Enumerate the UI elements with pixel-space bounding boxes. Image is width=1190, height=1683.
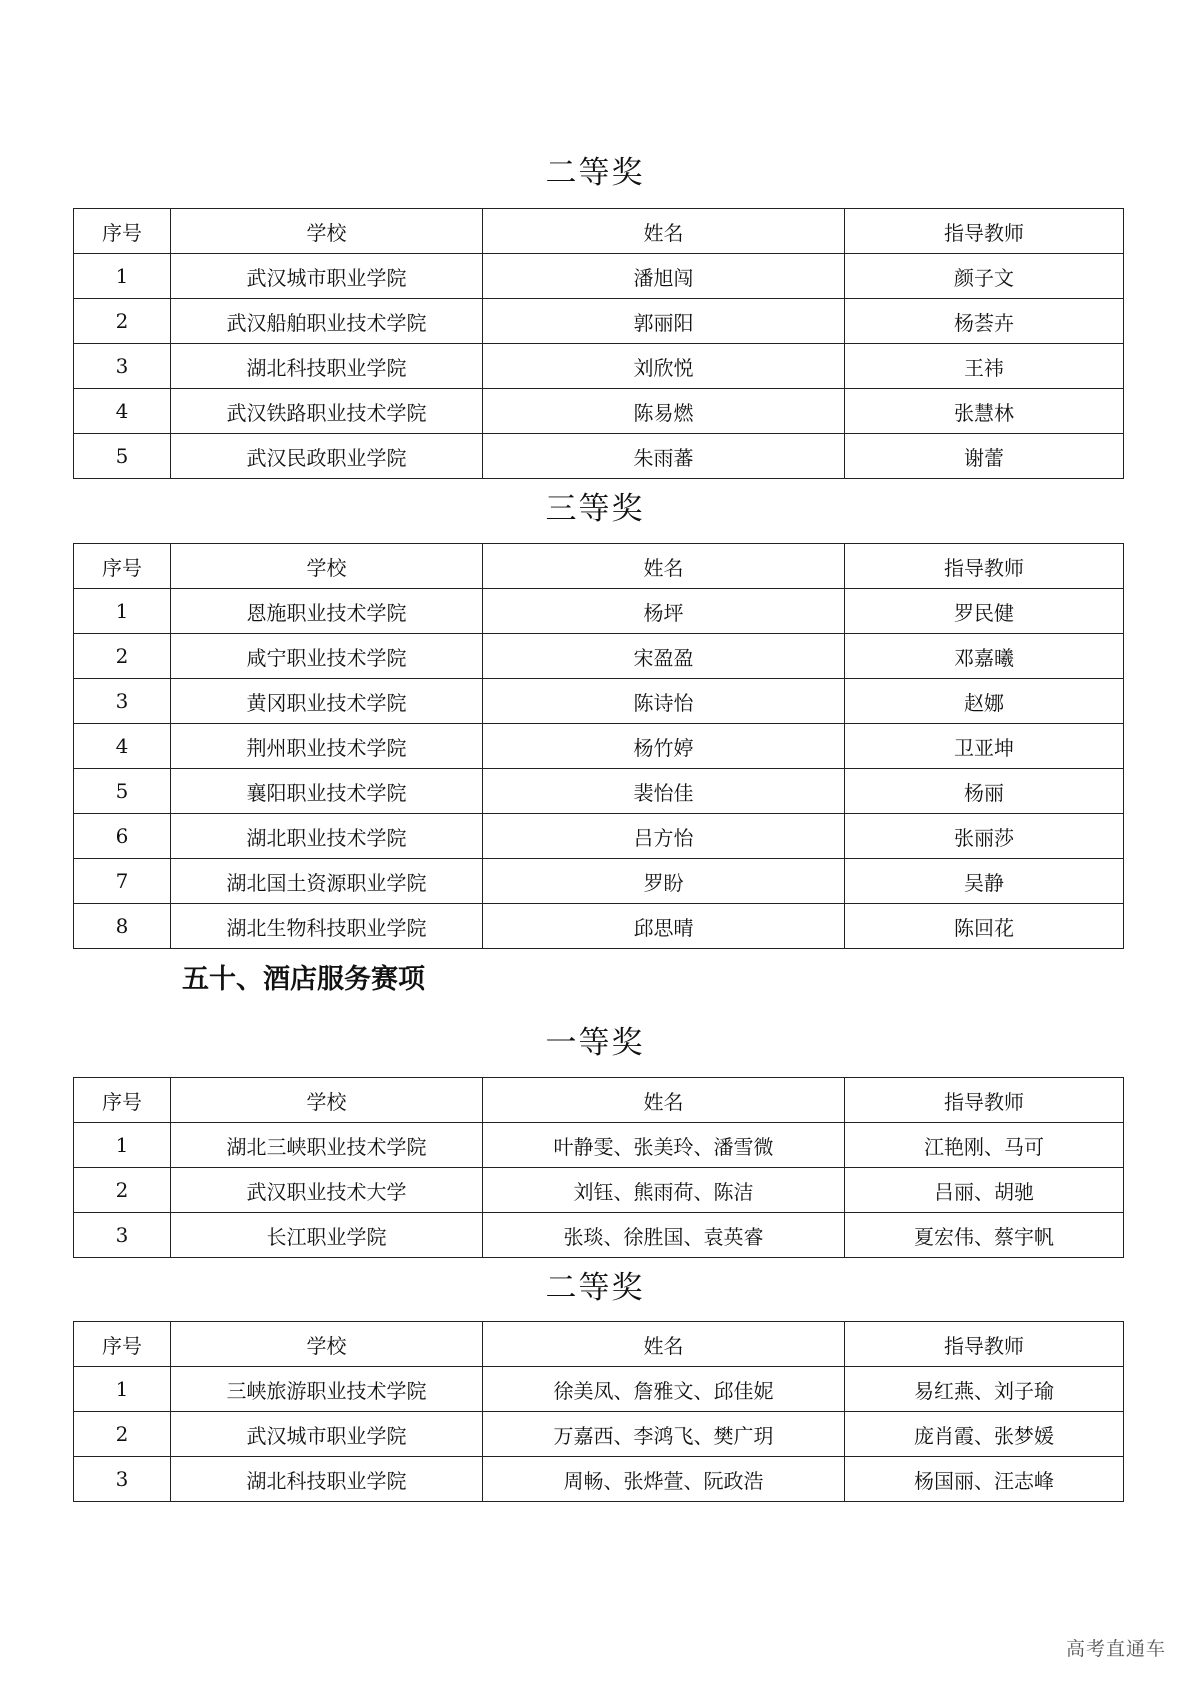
header-name: 姓名 <box>483 209 845 254</box>
cell-school: 武汉民政职业学院 <box>171 434 483 479</box>
table-row <box>74 814 1124 859</box>
cell-instructor: 杨丽 <box>845 769 1124 814</box>
cell-index: 3 <box>74 1457 171 1502</box>
cell-instructor: 卫亚坤 <box>845 724 1124 769</box>
cell-school: 荆州职业技术学院 <box>171 724 483 769</box>
cell-school: 湖北科技职业学院 <box>171 1457 483 1502</box>
cell-name: 吕方怡 <box>483 814 845 859</box>
cell-instructor: 吕丽、胡驰 <box>845 1168 1124 1213</box>
header-name: 姓名 <box>483 1078 845 1123</box>
cell-index: 2 <box>74 1412 171 1457</box>
cell-instructor: 张慧林 <box>845 389 1124 434</box>
table-row <box>74 1123 1124 1168</box>
table-header-row <box>74 544 1124 589</box>
cell-school: 湖北生物科技职业学院 <box>171 904 483 949</box>
cell-instructor: 邓嘉曦 <box>845 634 1124 679</box>
table-header-row <box>74 209 1124 254</box>
cell-school: 长江职业学院 <box>171 1213 483 1258</box>
table-header-row <box>74 1078 1124 1123</box>
table-row <box>74 1412 1124 1457</box>
cell-instructor: 江艳刚、马可 <box>845 1123 1124 1168</box>
table-row <box>74 904 1124 949</box>
cell-school: 武汉城市职业学院 <box>171 1412 483 1457</box>
table-row <box>74 389 1124 434</box>
table-row <box>74 589 1124 634</box>
cell-index: 4 <box>74 389 171 434</box>
cell-instructor: 易红燕、刘子瑜 <box>845 1367 1124 1412</box>
cell-index: 3 <box>74 679 171 724</box>
cell-school: 武汉城市职业学院 <box>171 254 483 299</box>
cell-instructor: 罗民健 <box>845 589 1124 634</box>
table-row <box>74 634 1124 679</box>
cell-instructor: 庞肖霞、张梦媛 <box>845 1412 1124 1457</box>
header-index: 序号 <box>74 544 171 589</box>
table-row <box>74 1168 1124 1213</box>
cell-name: 裴怡佳 <box>483 769 845 814</box>
cell-index: 1 <box>74 589 171 634</box>
cell-school: 武汉职业技术大学 <box>171 1168 483 1213</box>
award-table-third-prize <box>73 543 1124 949</box>
header-school: 学校 <box>171 1078 483 1123</box>
cell-school: 襄阳职业技术学院 <box>171 769 483 814</box>
table-row <box>74 299 1124 344</box>
header-name: 姓名 <box>483 544 845 589</box>
cell-school: 三峡旅游职业技术学院 <box>171 1367 483 1412</box>
cell-name: 杨坪 <box>483 589 845 634</box>
cell-instructor: 杨国丽、汪志峰 <box>845 1457 1124 1502</box>
award-title-second-prize-hotel: 二等奖 <box>545 1270 645 1306</box>
cell-index: 8 <box>74 904 171 949</box>
header-name: 姓名 <box>483 1322 845 1367</box>
cell-name: 邱思晴 <box>483 904 845 949</box>
cell-instructor: 王祎 <box>845 344 1124 389</box>
header-school: 学校 <box>171 1322 483 1367</box>
cell-name: 周畅、张烨萱、阮政浩 <box>483 1457 845 1502</box>
cell-name: 宋盈盈 <box>483 634 845 679</box>
cell-name: 叶静雯、张美玲、潘雪微 <box>483 1123 845 1168</box>
cell-school: 湖北国土资源职业学院 <box>171 859 483 904</box>
cell-school: 武汉船舶职业技术学院 <box>171 299 483 344</box>
header-index: 序号 <box>74 209 171 254</box>
cell-index: 5 <box>74 769 171 814</box>
header-index: 序号 <box>74 1322 171 1367</box>
cell-name: 张琰、徐胜国、袁英睿 <box>483 1213 845 1258</box>
header-instructor: 指导教师 <box>845 209 1124 254</box>
cell-name: 杨竹婷 <box>483 724 845 769</box>
cell-school: 黄冈职业技术学院 <box>171 679 483 724</box>
cell-index: 2 <box>74 299 171 344</box>
watermark-text: 高考直通车 <box>1065 1638 1166 1660</box>
cell-instructor: 赵娜 <box>845 679 1124 724</box>
cell-index: 1 <box>74 254 171 299</box>
cell-index: 2 <box>74 634 171 679</box>
cell-index: 2 <box>74 1168 171 1213</box>
cell-name: 万嘉西、李鸿飞、樊广玥 <box>483 1412 845 1457</box>
cell-instructor: 谢蕾 <box>845 434 1124 479</box>
cell-index: 3 <box>74 344 171 389</box>
award-title-third-prize: 三等奖 <box>545 491 645 527</box>
award-table-second-prize <box>73 208 1124 479</box>
cell-instructor: 夏宏伟、蔡宇帆 <box>845 1213 1124 1258</box>
cell-school: 武汉铁路职业技术学院 <box>171 389 483 434</box>
cell-index: 7 <box>74 859 171 904</box>
table-header-row <box>74 1322 1124 1367</box>
cell-index: 6 <box>74 814 171 859</box>
header-instructor: 指导教师 <box>845 544 1124 589</box>
cell-index: 3 <box>74 1213 171 1258</box>
award-title-second-prize: 二等奖 <box>545 155 645 191</box>
cell-name: 郭丽阳 <box>483 299 845 344</box>
cell-index: 4 <box>74 724 171 769</box>
table-row <box>74 769 1124 814</box>
cell-name: 朱雨蕃 <box>483 434 845 479</box>
cell-school: 咸宁职业技术学院 <box>171 634 483 679</box>
cell-name: 刘钰、熊雨荷、陈洁 <box>483 1168 845 1213</box>
cell-index: 1 <box>74 1123 171 1168</box>
cell-name: 徐美凤、詹雅文、邱佳妮 <box>483 1367 845 1412</box>
table-row <box>74 254 1124 299</box>
header-instructor: 指导教师 <box>845 1322 1124 1367</box>
cell-instructor: 颜子文 <box>845 254 1124 299</box>
table-row <box>74 434 1124 479</box>
header-instructor: 指导教师 <box>845 1078 1124 1123</box>
cell-index: 1 <box>74 1367 171 1412</box>
award-title-first-prize: 一等奖 <box>545 1025 645 1061</box>
cell-name: 陈诗怡 <box>483 679 845 724</box>
cell-school: 湖北职业技术学院 <box>171 814 483 859</box>
table-row <box>74 724 1124 769</box>
cell-school: 湖北三峡职业技术学院 <box>171 1123 483 1168</box>
award-table-second-prize-hotel <box>73 1321 1124 1502</box>
cell-school: 恩施职业技术学院 <box>171 589 483 634</box>
cell-name: 潘旭闯 <box>483 254 845 299</box>
cell-instructor: 陈回花 <box>845 904 1124 949</box>
header-school: 学校 <box>171 544 483 589</box>
header-index: 序号 <box>74 1078 171 1123</box>
award-table-first-prize <box>73 1077 1124 1258</box>
table-row <box>74 1457 1124 1502</box>
table-row <box>74 1213 1124 1258</box>
cell-name: 罗盼 <box>483 859 845 904</box>
cell-school: 湖北科技职业学院 <box>171 344 483 389</box>
cell-name: 刘欣悦 <box>483 344 845 389</box>
cell-instructor: 张丽莎 <box>845 814 1124 859</box>
table-row <box>74 344 1124 389</box>
table-row <box>74 859 1124 904</box>
header-school: 学校 <box>171 209 483 254</box>
cell-instructor: 吴静 <box>845 859 1124 904</box>
table-row <box>74 1367 1124 1412</box>
cell-index: 5 <box>74 434 171 479</box>
section-title-hotel-service: 五十、酒店服务赛项 <box>182 964 425 995</box>
table-row <box>74 679 1124 724</box>
cell-instructor: 杨荟卉 <box>845 299 1124 344</box>
cell-name: 陈易燃 <box>483 389 845 434</box>
